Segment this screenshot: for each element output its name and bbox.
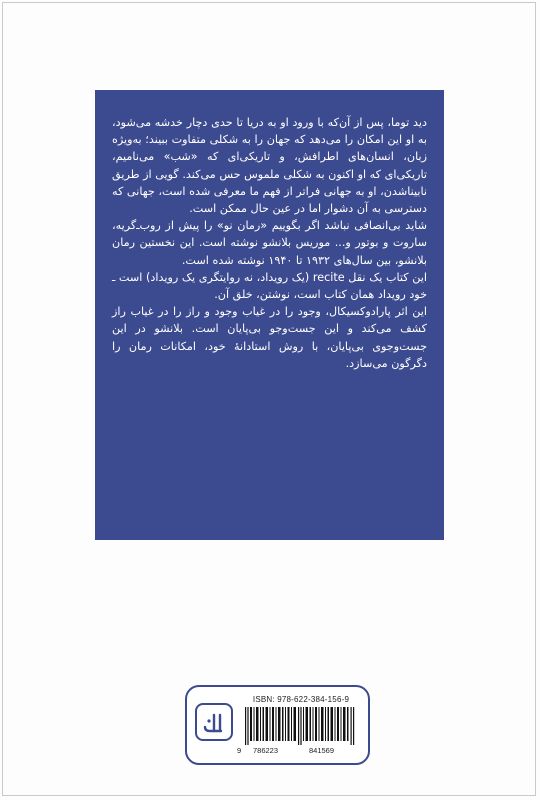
barcode-digits-left: 786223: [253, 746, 279, 755]
barcode-digit-lead: 9: [237, 746, 242, 755]
barcode-box: [185, 685, 370, 765]
publisher-logo-icon: [195, 703, 233, 741]
blurb-paragraph-1: دید توما، پس از آن‌که با ورود او به دریا تا حدی دچار خدشه می‌شود، به او این امکان را می‌دهد که جهان را به شکلی متفاوت ببیند؛ به‌ویژه زبان، انسان‌های اطرافش، و تاریکی‌ای که «شب» می‌نامیم، تاریکی‌ای که او اکنون به شکلی ملموس حس می‌کند. گویی از طریق نابیناشدن، او به جهانی فراتر از فهم ما معرفی شده است، جهانی که دسترسی به آن دشوار اما در عین حال ممکن است.: [112, 116, 427, 216]
blurb-paragraph-2: شاید بی‌انصافی نباشد اگر بگوییم «رمان نو» را پیش از روب‌ـ‌گریه، ساروت و بوتور و... موریس بلانشو نوشته است. این نخستین رمان بلانشو، بین سال‌های ۱۹۳۲ تا ۱۹۴۰ نوشته شده است.: [112, 219, 427, 267]
blurb-paragraph-4: این اثر پارادوکسیکال، وجود را در غیاب وجود و راز را در غیاب راز کشف می‌کند و این جست‌وجو بی‌پایان است. بلانشو در این جست‌وجوی بی‌پایان، با روش استادانهٔ خود، امکانات رمان را دگرگون می‌سازد.: [112, 305, 427, 370]
blurb-paragraph-3: این کتاب یک نقل recite (یک رویداد، نه روایتگری یک رویداد) است ـ خود رویداد همان کتاب است، نوشتن، خلق آن.: [112, 270, 427, 302]
blurb-panel: [95, 90, 444, 540]
isbn-label: ISBN: 978-622-384-156-9: [252, 695, 350, 704]
barcode-digits-right: 841569: [309, 746, 335, 755]
barcode-bars: [245, 707, 357, 745]
